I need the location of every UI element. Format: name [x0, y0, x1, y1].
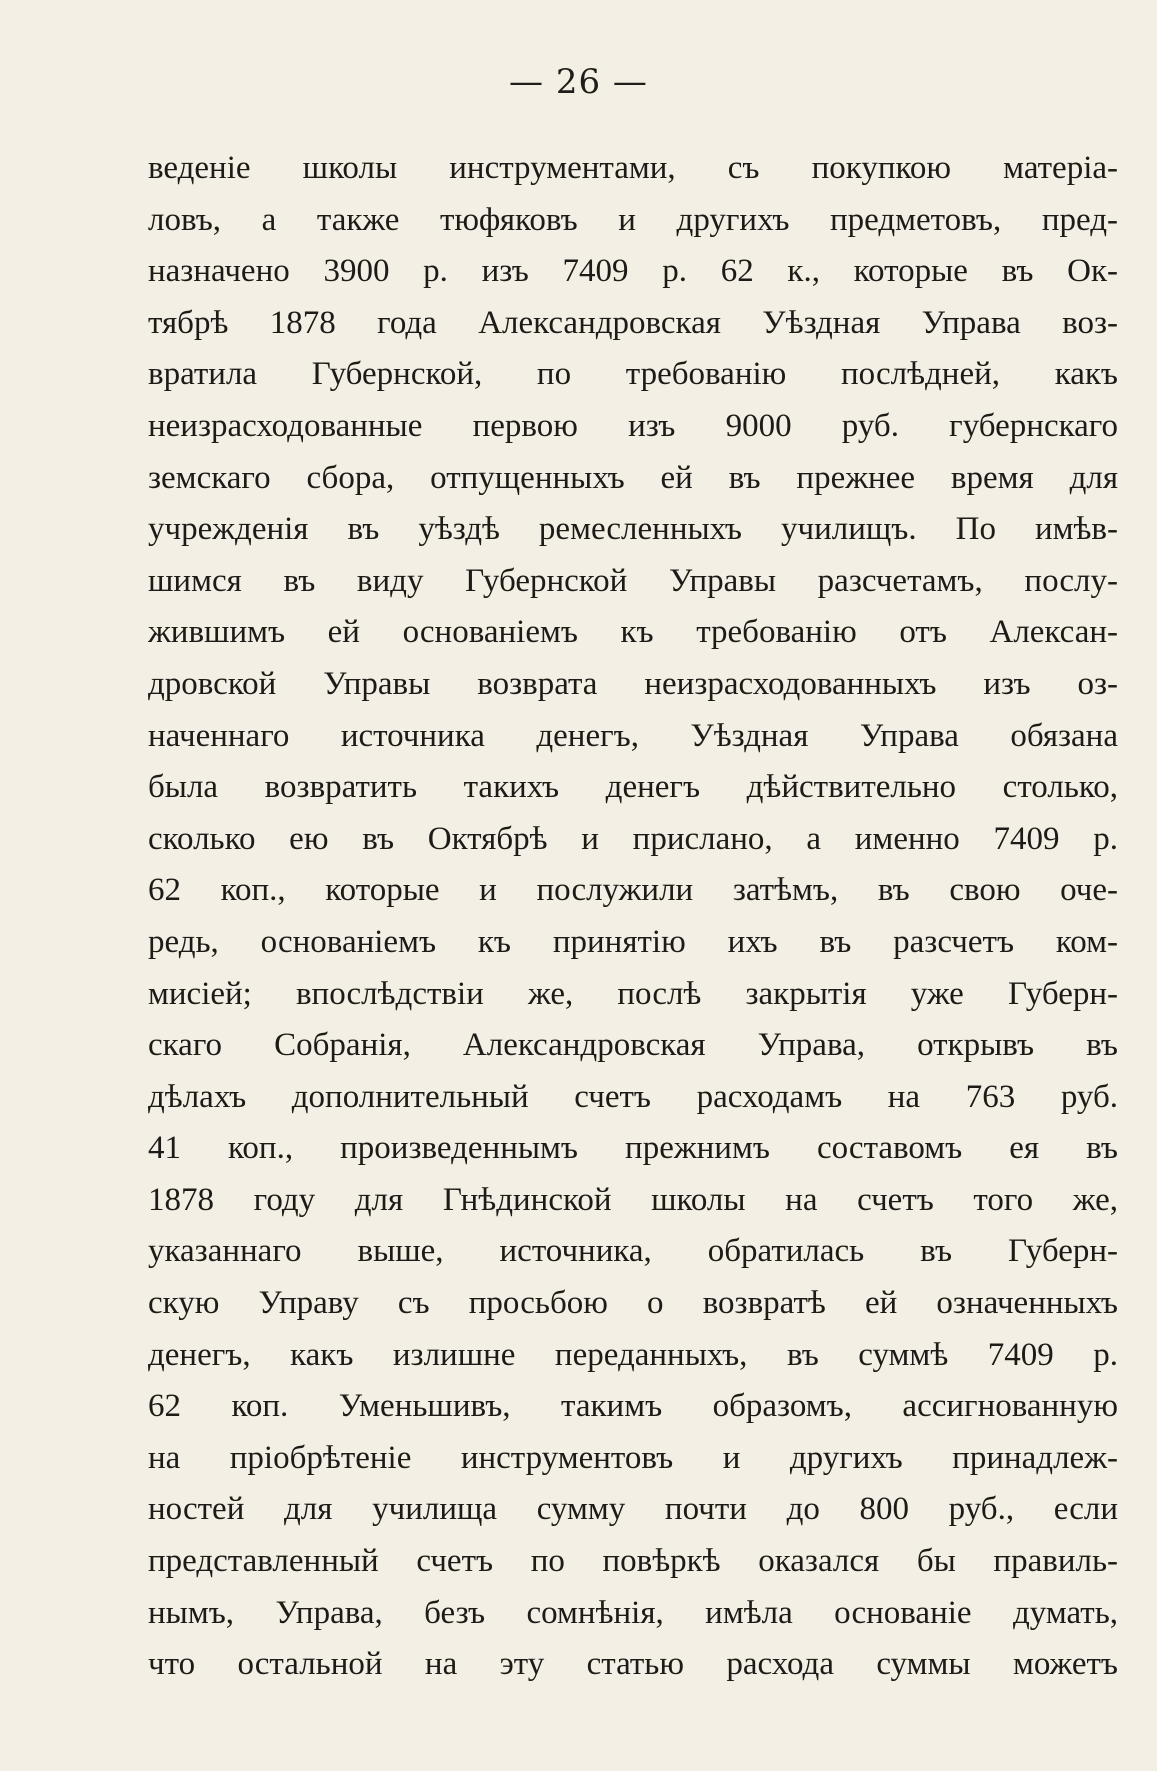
text-line: денегъ, какъ излишне переданныхъ, въ суммѣ 7409 р.: [148, 1336, 1118, 1373]
text-line: 1878 году для Гнѣдинской школы на счетъ того же,: [148, 1181, 1118, 1218]
body-text: [148, 143, 1118, 1691]
text-line: назначено 3900 р. изъ 7409 р. 62 к., которые въ Ок-: [148, 253, 1118, 290]
text-line: что остальной на эту статью расхода суммы можетъ: [148, 1646, 1118, 1683]
page-number: — 26 —: [509, 62, 648, 102]
text-line: мисіей; впослѣдствіи же, послѣ закрытія уже Губерн-: [148, 975, 1118, 1012]
text-line: редь, основаніемъ къ принятію ихъ въ разсчетъ ком-: [148, 923, 1118, 960]
text-line: тябрѣ 1878 года Александровская Уѣздная Управа воз-: [148, 304, 1118, 341]
text-line: 62 коп. Уменьшивъ, такимъ образомъ, ассигнованную: [148, 1388, 1118, 1425]
text-line: земскаго сбора, отпущенныхъ ей въ прежнее время для: [148, 459, 1118, 496]
text-line: 41 коп., произведеннымъ прежнимъ составомъ ея въ: [148, 1130, 1118, 1167]
text-line: учрежденія въ уѣздѣ ремесленныхъ училищъ. По имѣв-: [148, 511, 1118, 548]
text-line: скую Управу съ просьбою о возвратѣ ей означенныхъ: [148, 1285, 1118, 1322]
text-line: представленный счетъ по повѣркѣ оказался бы правиль-: [148, 1543, 1118, 1580]
text-line: шимся въ виду Губернской Управы разсчетамъ, послу-: [148, 562, 1118, 599]
text-line: неизрасходованные первою изъ 9000 руб. губернскаго: [148, 407, 1118, 444]
text-line: 62 коп., которые и послужили затѣмъ, въ свою оче-: [148, 872, 1118, 909]
text-line: была возвратить такихъ денегъ дѣйствительно столько,: [148, 769, 1118, 806]
text-line: вратила Губернской, по требованію послѣдней, какъ: [148, 356, 1118, 393]
text-line: на пріобрѣтеніе инструментовъ и другихъ принадлеж-: [148, 1439, 1118, 1476]
text-line: дровской Управы возврата неизрасходованныхъ изъ оз-: [148, 665, 1118, 702]
text-line: наченнаго источника денегъ, Уѣздная Управа обязана: [148, 717, 1118, 754]
text-line: нымъ, Управа, безъ сомнѣнія, имѣла основаніе думать,: [148, 1594, 1118, 1631]
text-line: указаннаго выше, источника, обратилась въ Губерн-: [148, 1233, 1118, 1270]
text-line: веденіе школы инструментами, съ покупкою матеріа-: [148, 150, 1118, 186]
text-line: ловъ, а также тюфяковъ и другихъ предметовъ, пред-: [148, 201, 1118, 238]
text-line: сколько ею въ Октябрѣ и прислано, а именно 7409 р.: [148, 820, 1118, 857]
text-line: ностей для училища сумму почти до 800 руб., если: [148, 1491, 1118, 1528]
text-line: жившимъ ей основаніемъ къ требованію отъ Алексан-: [148, 614, 1118, 651]
text-line: скаго Собранія, Александровская Управа, открывъ въ: [148, 1027, 1118, 1064]
text-line: дѣлахъ дополнительный счетъ расходамъ на 763 руб.: [148, 1078, 1118, 1115]
